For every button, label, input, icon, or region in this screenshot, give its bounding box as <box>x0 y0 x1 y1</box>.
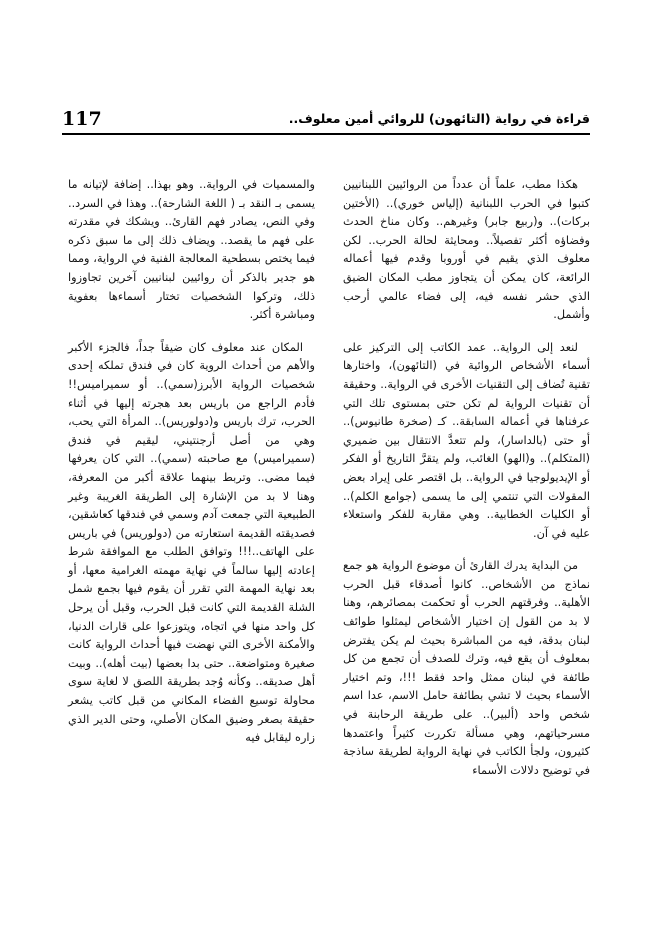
paragraph: والمسميات في الرواية.. وهو بهذا.. إضافة لإتيانه ما يسمى بـ النقد بـ ( اللغة الشارحة).. وهذا في السرد.. وفي النص، يصادر فهم القارئ.. ويشكك في مقدرته على فهم ما يقصد.. ويضاف ذلك إلى ما سبق ذكره فيما يختص بسطحية المعالجة الفنية في الرواية، ومما هو جدير بالذكر أن روائيين لبنانيين آخرين تجاوزوا ذلك، وتركوا الشخصيات تختار أسماءها بعفوية ومباشرة أكثر. <box>68 178 315 322</box>
page-header <box>62 108 590 132</box>
paragraph: من البداية يدرك القارئ أن موضوع الرواية هو جمع نماذج من الأشخاص.. كانوا أصدقاء قبل الحرب الأهلية.. وفرقتهم الحرب أو تحكمت بمصائرهم، وهنا لا بد من القول إن اختيار الأشخاص ليمثلوا طوائف لبنان بدقة، فيه من المباشرة بحيث لم يكن يفترض بمعلوف أن يقع فيه، وترك للصدف أن تجمع من كل طائفة في لبنان ممثل واحد فقط !!!، وتم اختيار الأسماء بحيث لا تشي بطائفة حامل الاسم، عدا اسم شخص واحد (ألبير).. على طريقة الرحابنة في مسرحياتهم، وهي مسألة تكررت كثيراً واعتمدها كثيرون، ولجأ الكاتب في نهاية الرواية لطريقة ساذجة في توضيح دلالات الأسماء <box>343 559 590 777</box>
paragraph: لنعد إلى الرواية.. عمد الكاتب إلى التركيز على أسماء الأشخاص الروائية في (التائهون)، واختارها تقنية تُضاف إلى التقنيات الأخرى في الرواية.. وحقيقة أن تقنيات الرواية لم تكن حتى بمستوى تلك التي عرفناها في أعماله السابقة.. كـ (صخرة طانيوس).. أو حتى (بالداسار)، ولم تتعدَّ الانتقال بين ضميري (المتكلم).. و(الهو) الغائب، ولم يتقرَّ التاريخ أو الفكر أو الإيديولوجيا في الرواية.. بل اقتصر على إيراد بعض المقولات التي تنتمي إلى ما يسمى (جوامع الكلم).. أو الكليات الخطابية.. وهي مقاربة للفكر واستعلاء عليه في آن. <box>343 340 590 540</box>
left-column <box>68 176 315 762</box>
header-rule <box>62 133 590 135</box>
page-number: 117 <box>62 108 102 130</box>
paragraph: هكذا مطب، علماً أن عدداً من الروائيين اللبنانيين كتبوا في الحرب اللبنانية (إلياس خوري).. (الأختين بركات).. و(ربيع جابر) وغيرهم.. وكان مناخ الحدث وفضاؤه أكثر تفصيلاً.. ومحايثة لحالة الحرب.. لكن معلوف الذي يقيم في أوروبا وقدم فيها أعماله الرائعة، كان يمكن أن يتجاوز مطب المكان الضيق الذي حشر نفسه فيه، إلى فضاء عالمي أرحب وأشمل. <box>343 178 590 322</box>
paragraph: المكان عند معلوف كان ضيقاً جداً، فالجزء الأكبر والأهم من أحداث الروية كان في فندق تملكه إحدى شخصيات الرواية الأبرز(سمي).. أو سميراميس!! فأدم الراجع من باريس بعد هجرته إليها في أثناء الحرب، ترك باريس و(دولوريس).. المرأة التي يحب، وهي من أصل أرجنتيني، ليقيم في فندق (سميراميس) مع صاحبته (سمي).. التي كان يعرفها فيما مضى.. وتربط بينهما علاقة أكبر من المعرفة، وهنا لا بد من الإشارة إلى الطريقة الغريبة وغير الطبيعية التي جمعت آدم وسمي في فندقها كعاشقين، فصديقته القديمة استعارته من (دولوريس) في باريس على الهاتف..!!! وتوافق الطلب مع الموافقة شرط إعادته إليها سالماً في نهاية مهمته الغرامية معها، أو بعد نهاية المهمة التي تقرر أن يقوم فيها بجمع شمل الشلة القديمة التي كانت قبل الحرب، وقبل أن يرحل كل واحد منها في اتجاه، ويتوزعوا على قارات الدنيا، والأمكنة الأخرى التي نهضت فيها أحداث الرواية كانت صغيرة ومتواضعة.. حتى بدا بعضها (بيت أهله).. وبيت أهل صديقه.. وكأنه وُجد بطريقة اللصق لا لغاية سوى محاولة توسيع الفضاء المكاني من قبل كاتب يشعر حقيقة بصغر وضيق المكان الأصلي، وحتى الدير الذي زاره ليقابل فيه <box>68 340 315 745</box>
running-title: قراءة في رواية (التائهون) للروائي أمين معلوف.. <box>288 111 590 126</box>
right-column <box>343 176 590 794</box>
